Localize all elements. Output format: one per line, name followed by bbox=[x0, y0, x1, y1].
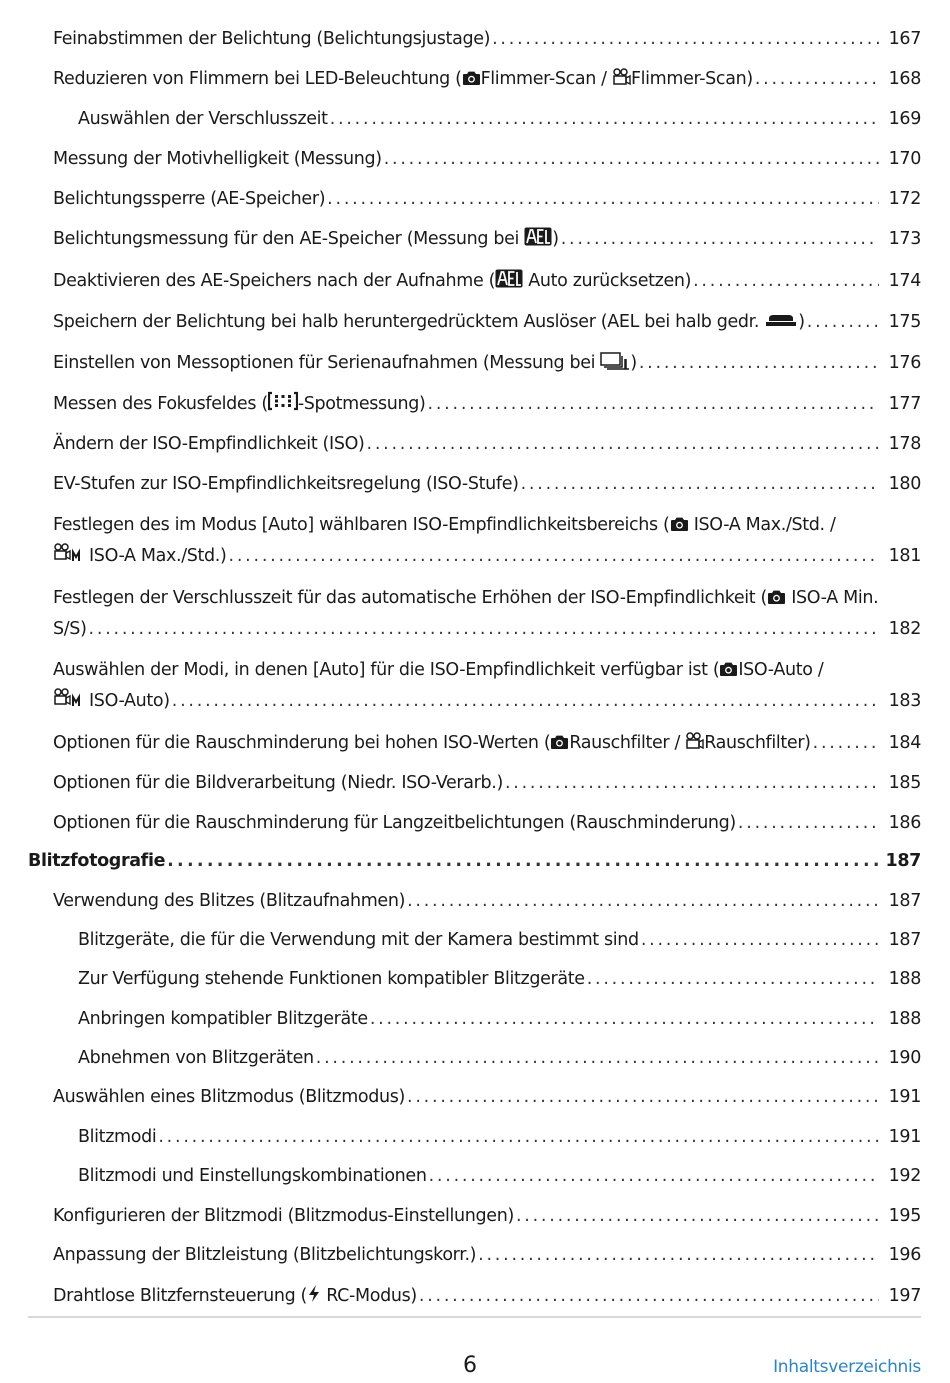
toc-section-entry[interactable] bbox=[53, 1240, 921, 1271]
entry-page-number: 195 bbox=[888, 1206, 921, 1226]
entry-title bbox=[53, 348, 637, 379]
toc-section-entry[interactable] bbox=[53, 808, 921, 839]
entry-text-segment: Deaktivieren des AE-Speichers nach der Aufnahme ( bbox=[53, 271, 496, 291]
toc-section-entry[interactable] bbox=[53, 886, 921, 917]
entry-text-segment: Festlegen der Verschlusszeit für das automatische Erhöhen der ISO-Empfindlichkeit ( bbox=[53, 588, 767, 608]
toc-chapter-entry[interactable] bbox=[28, 846, 921, 877]
dot-leader bbox=[170, 686, 879, 717]
entry-title bbox=[53, 266, 691, 297]
dot-leader bbox=[805, 307, 879, 338]
entry-page-number: 176 bbox=[888, 353, 921, 373]
entry-title bbox=[53, 614, 87, 645]
toc-section-entry[interactable] bbox=[53, 266, 921, 297]
entry-title bbox=[53, 1281, 417, 1312]
entry-text-segment: ISO-A Max./Std. / bbox=[688, 515, 836, 535]
entry-text-segment: ) bbox=[552, 229, 559, 249]
still-camera-icon bbox=[767, 589, 786, 605]
entry-text-segment: ) bbox=[630, 353, 637, 373]
still-camera-icon bbox=[462, 70, 481, 86]
entry-title: Optionen für die Bildverarbeitung (Niedr. ISO-Verarb.) bbox=[53, 773, 503, 793]
entry-text-segment: Belichtungsmessung für den AE-Speicher (Messung bei bbox=[53, 229, 525, 249]
dot-leader bbox=[87, 614, 879, 645]
entry-text-segment: Flimmer-Scan) bbox=[630, 69, 753, 89]
entry-title: Blitzgeräte, die für die Verwendung mit der Kamera bestimmt sind bbox=[78, 930, 639, 950]
entry-page-number: 191 bbox=[888, 1087, 921, 1107]
dot-leader bbox=[585, 964, 879, 995]
entry-text-segment: Optionen für die Rauschminderung bei hohen ISO-Werten ( bbox=[53, 733, 551, 753]
entry-title: Blitzfotografie bbox=[28, 851, 166, 871]
entry-title: Optionen für die Rauschminderung für Langzeitbelichtungen (Rauschminderung) bbox=[53, 813, 736, 833]
ael-icon bbox=[495, 269, 523, 288]
entry-title: Auswählen eines Blitzmodus (Blitzmodus) bbox=[53, 1087, 406, 1107]
dot-leader bbox=[559, 224, 879, 255]
entry-title: Konfigurieren der Blitzmodi (Blitzmodus-Einstellungen) bbox=[53, 1206, 514, 1226]
entry-page-number: 196 bbox=[888, 1245, 921, 1265]
dot-leader bbox=[417, 1281, 879, 1312]
entry-page-number: 170 bbox=[888, 149, 921, 169]
entry-title-line bbox=[53, 583, 878, 614]
entry-title: Blitzmodi bbox=[78, 1127, 157, 1147]
toc-section-entry[interactable] bbox=[53, 64, 921, 95]
entry-text-segment: S/S) bbox=[53, 619, 87, 639]
entry-page-number: 182 bbox=[888, 619, 921, 639]
toc-link[interactable]: Inhaltsverzeichnis bbox=[773, 1357, 921, 1377]
toc-section-entry[interactable] bbox=[53, 429, 921, 460]
entry-page-number: 187 bbox=[888, 891, 921, 911]
entry-page-number: 184 bbox=[888, 733, 921, 753]
movie-m-icon bbox=[53, 543, 89, 563]
dot-leader bbox=[503, 768, 879, 799]
movie-camera-icon bbox=[612, 68, 631, 86]
still-camera-icon bbox=[550, 734, 569, 750]
entry-title: Belichtungssperre (AE-Speicher) bbox=[53, 189, 326, 209]
toc-section-entry[interactable] bbox=[53, 768, 921, 799]
entry-text-segment: Festlegen des im Modus [Auto] wählbaren ISO-Empfindlichkeitsbereichs ( bbox=[53, 515, 670, 535]
dot-leader bbox=[519, 469, 879, 500]
dot-leader bbox=[365, 429, 880, 460]
entry-text-segment: ISO-Auto) bbox=[89, 691, 170, 711]
entry-page-number: 187 bbox=[888, 930, 921, 950]
entry-page-number: 177 bbox=[888, 394, 921, 414]
entry-title bbox=[53, 389, 426, 420]
entry-title: Ändern der ISO-Empfindlichkeit (ISO) bbox=[53, 434, 365, 454]
entry-text-segment: ISO-A Min. bbox=[785, 588, 879, 608]
toc-section-entry[interactable] bbox=[53, 348, 921, 379]
dot-leader bbox=[736, 808, 879, 839]
toc-section-entry[interactable] bbox=[53, 24, 921, 55]
entry-page-number: 192 bbox=[888, 1166, 921, 1186]
entry-text-segment: Drahtlose Blitzfernsteuerung ( bbox=[53, 1286, 308, 1306]
toc-section-entry[interactable] bbox=[53, 224, 921, 255]
toc-section-entry[interactable] bbox=[53, 469, 921, 500]
toc-section-entry[interactable] bbox=[53, 1281, 921, 1312]
entry-page-number: 173 bbox=[888, 229, 921, 249]
still-camera-icon bbox=[719, 661, 738, 677]
dot-leader bbox=[165, 846, 879, 877]
toc-section-entry[interactable] bbox=[53, 1201, 921, 1232]
toc-section-entry[interactable] bbox=[53, 184, 921, 215]
movie-camera-icon bbox=[685, 732, 704, 750]
dot-leader bbox=[227, 541, 879, 572]
dot-leader bbox=[426, 389, 879, 420]
dot-leader bbox=[328, 104, 879, 135]
entry-title: Zur Verfügung stehende Funktionen kompatibler Blitzgeräte bbox=[78, 969, 585, 989]
entry-page-number: 188 bbox=[888, 1009, 921, 1029]
page-number: 6 bbox=[463, 1353, 477, 1378]
entry-text-segment: Einstellen von Messoptionen für Serienaufnahmen (Messung bei bbox=[53, 353, 601, 373]
entry-title bbox=[53, 64, 753, 95]
toc-subsection-entry[interactable] bbox=[78, 1161, 921, 1192]
toc-section-entry[interactable] bbox=[53, 144, 921, 175]
entry-title bbox=[53, 224, 559, 255]
entry-title bbox=[53, 541, 227, 572]
entry-text-segment: Rauschfilter / bbox=[569, 733, 686, 753]
dot-leader bbox=[382, 144, 879, 175]
toc-section-entry[interactable] bbox=[53, 389, 921, 420]
toc-section-entry[interactable] bbox=[53, 655, 921, 717]
dot-leader bbox=[639, 925, 879, 956]
entry-text-segment: Messen des Fokusfeldes ( bbox=[53, 394, 268, 414]
entry-title bbox=[53, 307, 805, 338]
dot-leader bbox=[325, 184, 879, 215]
entry-title-line bbox=[53, 510, 836, 541]
entry-title: Blitzmodi und Einstellungskombinationen bbox=[78, 1166, 427, 1186]
toc-subsection-entry[interactable] bbox=[78, 104, 921, 135]
entry-page-number: 187 bbox=[885, 851, 921, 871]
entry-text-segment: RC-Modus) bbox=[321, 1286, 417, 1306]
entry-title: Messung der Motivhelligkeit (Messung) bbox=[53, 149, 382, 169]
entry-text-segment: ISO-A Max./Std.) bbox=[89, 546, 227, 566]
af-target-icon bbox=[268, 391, 298, 411]
dot-leader bbox=[314, 1043, 879, 1074]
entry-title: Anbringen kompatibler Blitzgeräte bbox=[78, 1009, 368, 1029]
entry-page-number: 180 bbox=[888, 474, 921, 494]
dot-leader bbox=[405, 1082, 879, 1113]
sequential-shooting-icon bbox=[600, 352, 630, 370]
entry-page-number: 168 bbox=[888, 69, 921, 89]
entry-page-number: 190 bbox=[888, 1048, 921, 1068]
toc-section-entry[interactable] bbox=[53, 728, 921, 759]
entry-text-segment: Auswählen der Modi, in denen [Auto] für die ISO-Empfindlichkeit verfügbar ist ( bbox=[53, 660, 720, 680]
dot-leader bbox=[753, 64, 879, 95]
movie-m-icon bbox=[53, 688, 89, 708]
toc-section-entry[interactable] bbox=[53, 307, 921, 338]
entry-title bbox=[53, 728, 811, 759]
dot-leader bbox=[427, 1161, 879, 1192]
entry-text-segment: Reduzieren von Flimmern bei LED-Beleuchtung ( bbox=[53, 69, 462, 89]
entry-title: Auswählen der Verschlusszeit bbox=[78, 109, 328, 129]
entry-page-number: 183 bbox=[888, 691, 921, 711]
dot-leader bbox=[476, 1240, 879, 1271]
entry-page-number: 191 bbox=[888, 1127, 921, 1147]
entry-page-number: 188 bbox=[888, 969, 921, 989]
toc-subsection-entry[interactable] bbox=[78, 925, 921, 956]
entry-title: Feinabstimmen der Belichtung (Belichtungsjustage) bbox=[53, 29, 491, 49]
shutter-half-press-icon bbox=[764, 313, 798, 329]
entry-title: Verwendung des Blitzes (Blitzaufnahmen) bbox=[53, 891, 406, 911]
entry-title bbox=[53, 686, 170, 717]
toc-subsection-entry[interactable] bbox=[78, 1043, 921, 1074]
entry-page-number: 178 bbox=[888, 434, 921, 454]
entry-title: Abnehmen von Blitzgeräten bbox=[78, 1048, 314, 1068]
entry-page-number: 186 bbox=[888, 813, 921, 833]
entry-text-segment: Auto zurücksetzen) bbox=[523, 271, 692, 291]
dot-leader bbox=[156, 1122, 879, 1153]
entry-page-number: 172 bbox=[888, 189, 921, 209]
entry-text-segment: ISO-Auto / bbox=[738, 660, 824, 680]
dot-leader bbox=[811, 728, 879, 759]
dot-leader bbox=[490, 24, 879, 55]
entry-text-segment: Speichern der Belichtung bei halb heruntergedrücktem Auslöser (AEL bei halb gedr. bbox=[53, 312, 765, 332]
dot-leader bbox=[514, 1201, 879, 1232]
entry-text-segment: -Spotmessung) bbox=[297, 394, 426, 414]
ael-icon bbox=[524, 227, 552, 246]
entry-page-number: 197 bbox=[888, 1286, 921, 1306]
entry-title: Anpassung der Blitzleistung (Blitzbelichtungskorr.) bbox=[53, 1245, 477, 1265]
entry-title: EV-Stufen zur ISO-Empfindlichkeitsregelung (ISO-Stufe) bbox=[53, 474, 519, 494]
entry-page-number: 167 bbox=[888, 29, 921, 49]
still-camera-icon bbox=[670, 516, 689, 532]
entry-text-segment: ) bbox=[798, 312, 805, 332]
footer-divider bbox=[28, 1316, 921, 1318]
dot-leader bbox=[691, 266, 879, 297]
toc-subsection-entry[interactable] bbox=[78, 1122, 921, 1153]
toc-section-entry[interactable] bbox=[53, 510, 921, 572]
dot-leader bbox=[637, 348, 879, 379]
entry-page-number: 169 bbox=[888, 109, 921, 129]
toc-subsection-entry[interactable] bbox=[78, 1004, 921, 1035]
entry-text-segment: Rauschfilter) bbox=[704, 733, 811, 753]
entry-text-segment: Flimmer-Scan / bbox=[480, 69, 612, 89]
flash-icon bbox=[307, 1284, 321, 1303]
toc-section-entry[interactable] bbox=[53, 583, 921, 645]
dot-leader bbox=[405, 886, 879, 917]
entry-page-number: 185 bbox=[888, 773, 921, 793]
toc-section-entry[interactable] bbox=[53, 1082, 921, 1113]
entry-page-number: 175 bbox=[888, 312, 921, 332]
entry-page-number: 181 bbox=[888, 546, 921, 566]
entry-page-number: 174 bbox=[888, 271, 921, 291]
entry-title-line bbox=[53, 655, 823, 686]
dot-leader bbox=[368, 1004, 879, 1035]
toc-subsection-entry[interactable] bbox=[78, 964, 921, 995]
